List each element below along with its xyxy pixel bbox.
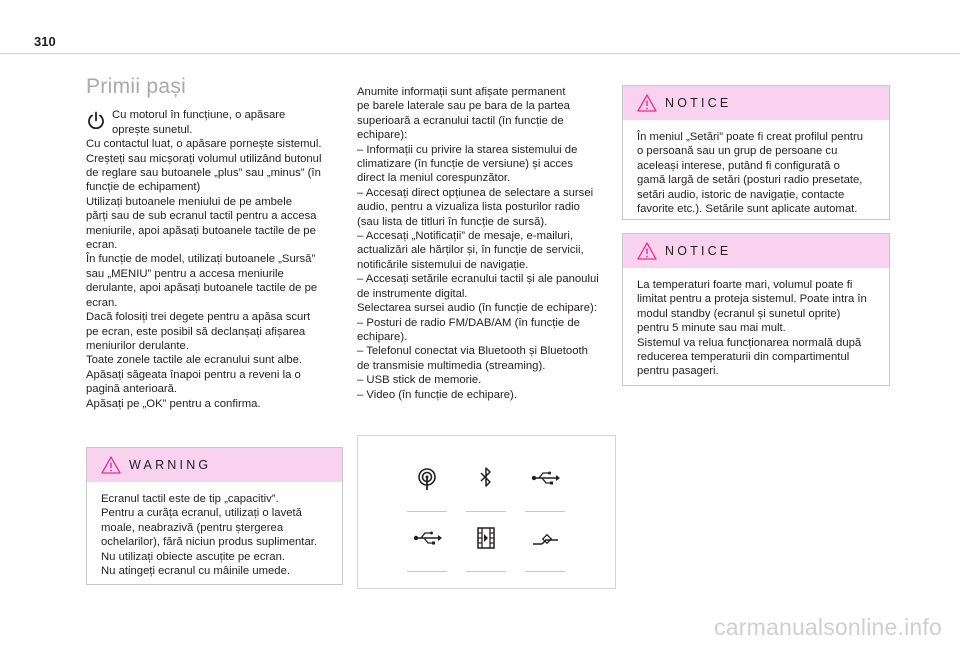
header-divider [0,53,960,54]
audio-source-panel [357,435,616,589]
warning-triangle-icon [101,456,121,474]
power-icon [86,111,112,131]
usb-source-bottom [407,526,447,572]
notice-header [623,86,889,120]
usb-icon [525,466,565,492]
aux-source [525,526,565,572]
aux-cable-icon [525,526,565,552]
video-icon [466,526,506,552]
warning-header [87,448,342,482]
left-column [86,75,344,411]
notice-box-temperature [622,233,890,386]
usb-icon [407,526,447,552]
bluetooth-icon [466,466,506,492]
section-title: Primii pași [86,75,187,98]
notice-title: NOTICE [665,96,732,110]
warning-triangle-icon [637,242,657,260]
page-number: 310 [34,34,56,49]
middle-body-text: Anumite informații sunt afișate permanent pe barele laterale sau pe bara de la partea superioară a ecranului tactil (în funcție de echipare): – Informații cu privire la starea sistemului de climatizare (în funcție de versiune) și acces direct la meniul corespunzător. – Accesați direct opțiunea de selectare a sursei audio, pentru a vizualiza lista posturilor radio (sau lista de titluri în funcție de sursă). – Accesați „Notificații” de mesaje, e-mailuri, actualizări ale hărților și, în funcție de servicii, notificările sistemului de navigație. – Accesați setările ecranului tactil și ale panoului de instrumente digital. Selectarea sursei audio (în funcție de echipare): – Posturi de radio FM/DAB/AM (în funcție de echipare). – Telefonul conectat via Bluetooth și Bluetooth de transmisie multimedia (streaming). – USB stick de memorie. – Video (în funcție de echipare). [357,86,599,401]
notice-body: În meniul „Setări” poate fi creat profilul pentru o persoană sau un grup de persoane cu aceleași interese, putând fi configurată o gamă largă de setări (posturi radio presetate, setări audio, istoric de navigație, contacte favorite etc.). Setările sunt aplicate automat. [637,131,864,216]
notice-body: La temperaturi foarte mari, volumul poate fi limitat pentru a proteja sistemul. Poate intra în modul standby (ecranul și sunetul oprite) pentru 5 minute sau mai mult. Sistemul va relua funcționarea normală după reducerea temperaturii din compartimentul pentru pasageri. [637,279,867,378]
usb-source-top [525,466,565,512]
bluetooth-source [466,466,506,512]
radio-icon [407,466,447,492]
middle-column [357,85,615,402]
left-body-text: Cu contactul luat, o apăsare pornește sistemul. Creșteți sau micșorați volumul utilizând butonul de reglare sau butoanele „plus” sau „minus” (în funcție de echipament) Utilizați butoanele meniului de pe ambele părți sau de sub ecranul tactil pentru a accesa meniurile, apoi apăsați butoanele tactile de pe ecran. În funcție de model, utilizați butoanele „Sursă” sau „MENIU” pentru a accesa meniurile derulante, apoi apăsați butoanele tactile de pe ecran. Dacă folosiți trei degete pentru a apăsa scurt pe ecran, este posibil să declanșați afișarea meniurilor derulante. Toate zonele tactile ale ecranului sunt albe. Apăsați săgeata înapoi pentru a reveni la o pagină anterioară. Apăsați pe „OK” pentru a confirma. [86,138,322,410]
notice-title: NOTICE [665,244,732,258]
power-text: Cu motorul în funcțiune, o apăsare oprește sunetul. [112,109,286,136]
warning-triangle-icon [637,94,657,112]
notice-box-settings [622,85,890,220]
warning-title: WARNING [129,458,212,472]
video-source [466,526,506,572]
power-row [86,108,344,137]
watermark: carmanualsonline.info [714,614,942,640]
radio-source [407,466,447,512]
warning-body: Ecranul tactil este de tip „capacitiv”. Pentru a curăța ecranul, utilizați o lavetă moale, neabrazivă (pentru ștergerea ochelarilor), fără niciun produs suplimentar. Nu utilizați obiecte ascuțite pe ecran. Nu atingeți ecranul cu mâinile umede. [101,493,318,578]
warning-box [86,447,343,585]
notice-header [623,234,889,268]
